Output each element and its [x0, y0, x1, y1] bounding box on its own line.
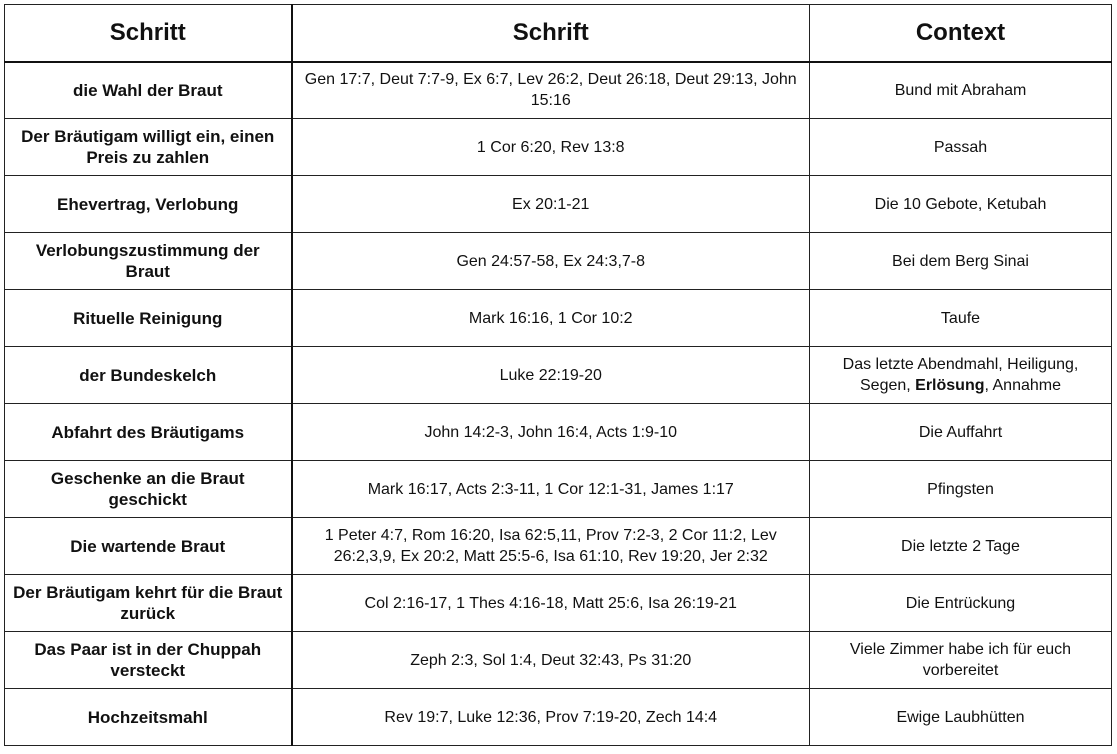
context-cell: Die Entrückung [810, 575, 1112, 632]
step-cell: Rituelle Reinigung [5, 290, 292, 347]
step-cell: Der Bräutigam willigt ein, einen Preis zu zahlen [5, 119, 292, 176]
table-row [5, 518, 1112, 575]
header-context: Context [810, 5, 1112, 62]
context-cell: Taufe [810, 290, 1112, 347]
table-row [5, 62, 1112, 119]
scripture-cell: Mark 16:17, Acts 2:3-11, 1 Cor 12:1-31, James 1:17 [292, 461, 810, 518]
table-row [5, 689, 1112, 746]
table-body [5, 62, 1112, 746]
header-row [5, 5, 1112, 62]
scripture-cell: Zeph 2:3, Sol 1:4, Deut 32:43, Ps 31:20 [292, 632, 810, 689]
table-row [5, 461, 1112, 518]
scripture-cell: 1 Cor 6:20, Rev 13:8 [292, 119, 810, 176]
step-cell: Die wartende Braut [5, 518, 292, 575]
table-row [5, 233, 1112, 290]
wedding-steps-table [4, 4, 1112, 746]
context-cell: Viele Zimmer habe ich für euch vorbereitet [810, 632, 1112, 689]
context-cell: Bund mit Abraham [810, 62, 1112, 119]
context-cell [810, 347, 1112, 404]
step-cell: Der Bräutigam kehrt für die Braut zurück [5, 575, 292, 632]
context-text-bold: Erlösung [915, 377, 985, 394]
context-text-end: , Annahme [984, 377, 1061, 394]
step-cell: der Bundeskelch [5, 347, 292, 404]
scripture-cell: John 14:2-3, John 16:4, Acts 1:9-10 [292, 404, 810, 461]
step-cell: Geschenke an die Braut geschickt [5, 461, 292, 518]
step-cell: Das Paar ist in der Chuppah versteckt [5, 632, 292, 689]
context-cell: Ewige Laubhütten [810, 689, 1112, 746]
header-scripture: Schrift [292, 5, 810, 62]
context-cell: Die 10 Gebote, Ketubah [810, 176, 1112, 233]
context-cell: Bei dem Berg Sinai [810, 233, 1112, 290]
context-cell: Die letzte 2 Tage [810, 518, 1112, 575]
step-cell: Hochzeitsmahl [5, 689, 292, 746]
header-step: Schritt [5, 5, 292, 62]
step-cell: Abfahrt des Bräutigams [5, 404, 292, 461]
scripture-cell: Rev 19:7, Luke 12:36, Prov 7:19-20, Zech 14:4 [292, 689, 810, 746]
table-row [5, 575, 1112, 632]
context-text-start: Das letzte Abendmahl, Heiligung, Segen, [842, 356, 1079, 394]
scripture-cell: Mark 16:16, 1 Cor 10:2 [292, 290, 810, 347]
table-row [5, 404, 1112, 461]
step-cell: Ehevertrag, Verlobung [5, 176, 292, 233]
table-row [5, 347, 1112, 404]
scripture-cell: Ex 20:1-21 [292, 176, 810, 233]
context-cell: Pfingsten [810, 461, 1112, 518]
scripture-cell: Col 2:16-17, 1 Thes 4:16-18, Matt 25:6, Isa 26:19-21 [292, 575, 810, 632]
table-header [5, 5, 1112, 62]
step-cell: Verlobungszustimmung der Braut [5, 233, 292, 290]
table-row [5, 290, 1112, 347]
table-row [5, 119, 1112, 176]
context-cell: Die Auffahrt [810, 404, 1112, 461]
table-row [5, 632, 1112, 689]
scripture-cell: Gen 24:57-58, Ex 24:3,7-8 [292, 233, 810, 290]
context-cell: Passah [810, 119, 1112, 176]
scripture-cell: 1 Peter 4:7, Rom 16:20, Isa 62:5,11, Prov 7:2-3, 2 Cor 11:2, Lev 26:2,3,9, Ex 20:2, Matt 25:5-6, Isa 61:10, Rev 19:20, Jer 2:32 [292, 518, 810, 575]
scripture-cell: Gen 17:7, Deut 7:7-9, Ex 6:7, Lev 26:2, Deut 26:18, Deut 29:13, John 15:16 [292, 62, 810, 119]
step-cell: die Wahl der Braut [5, 62, 292, 119]
scripture-cell: Luke 22:19-20 [292, 347, 810, 404]
table-row [5, 176, 1112, 233]
